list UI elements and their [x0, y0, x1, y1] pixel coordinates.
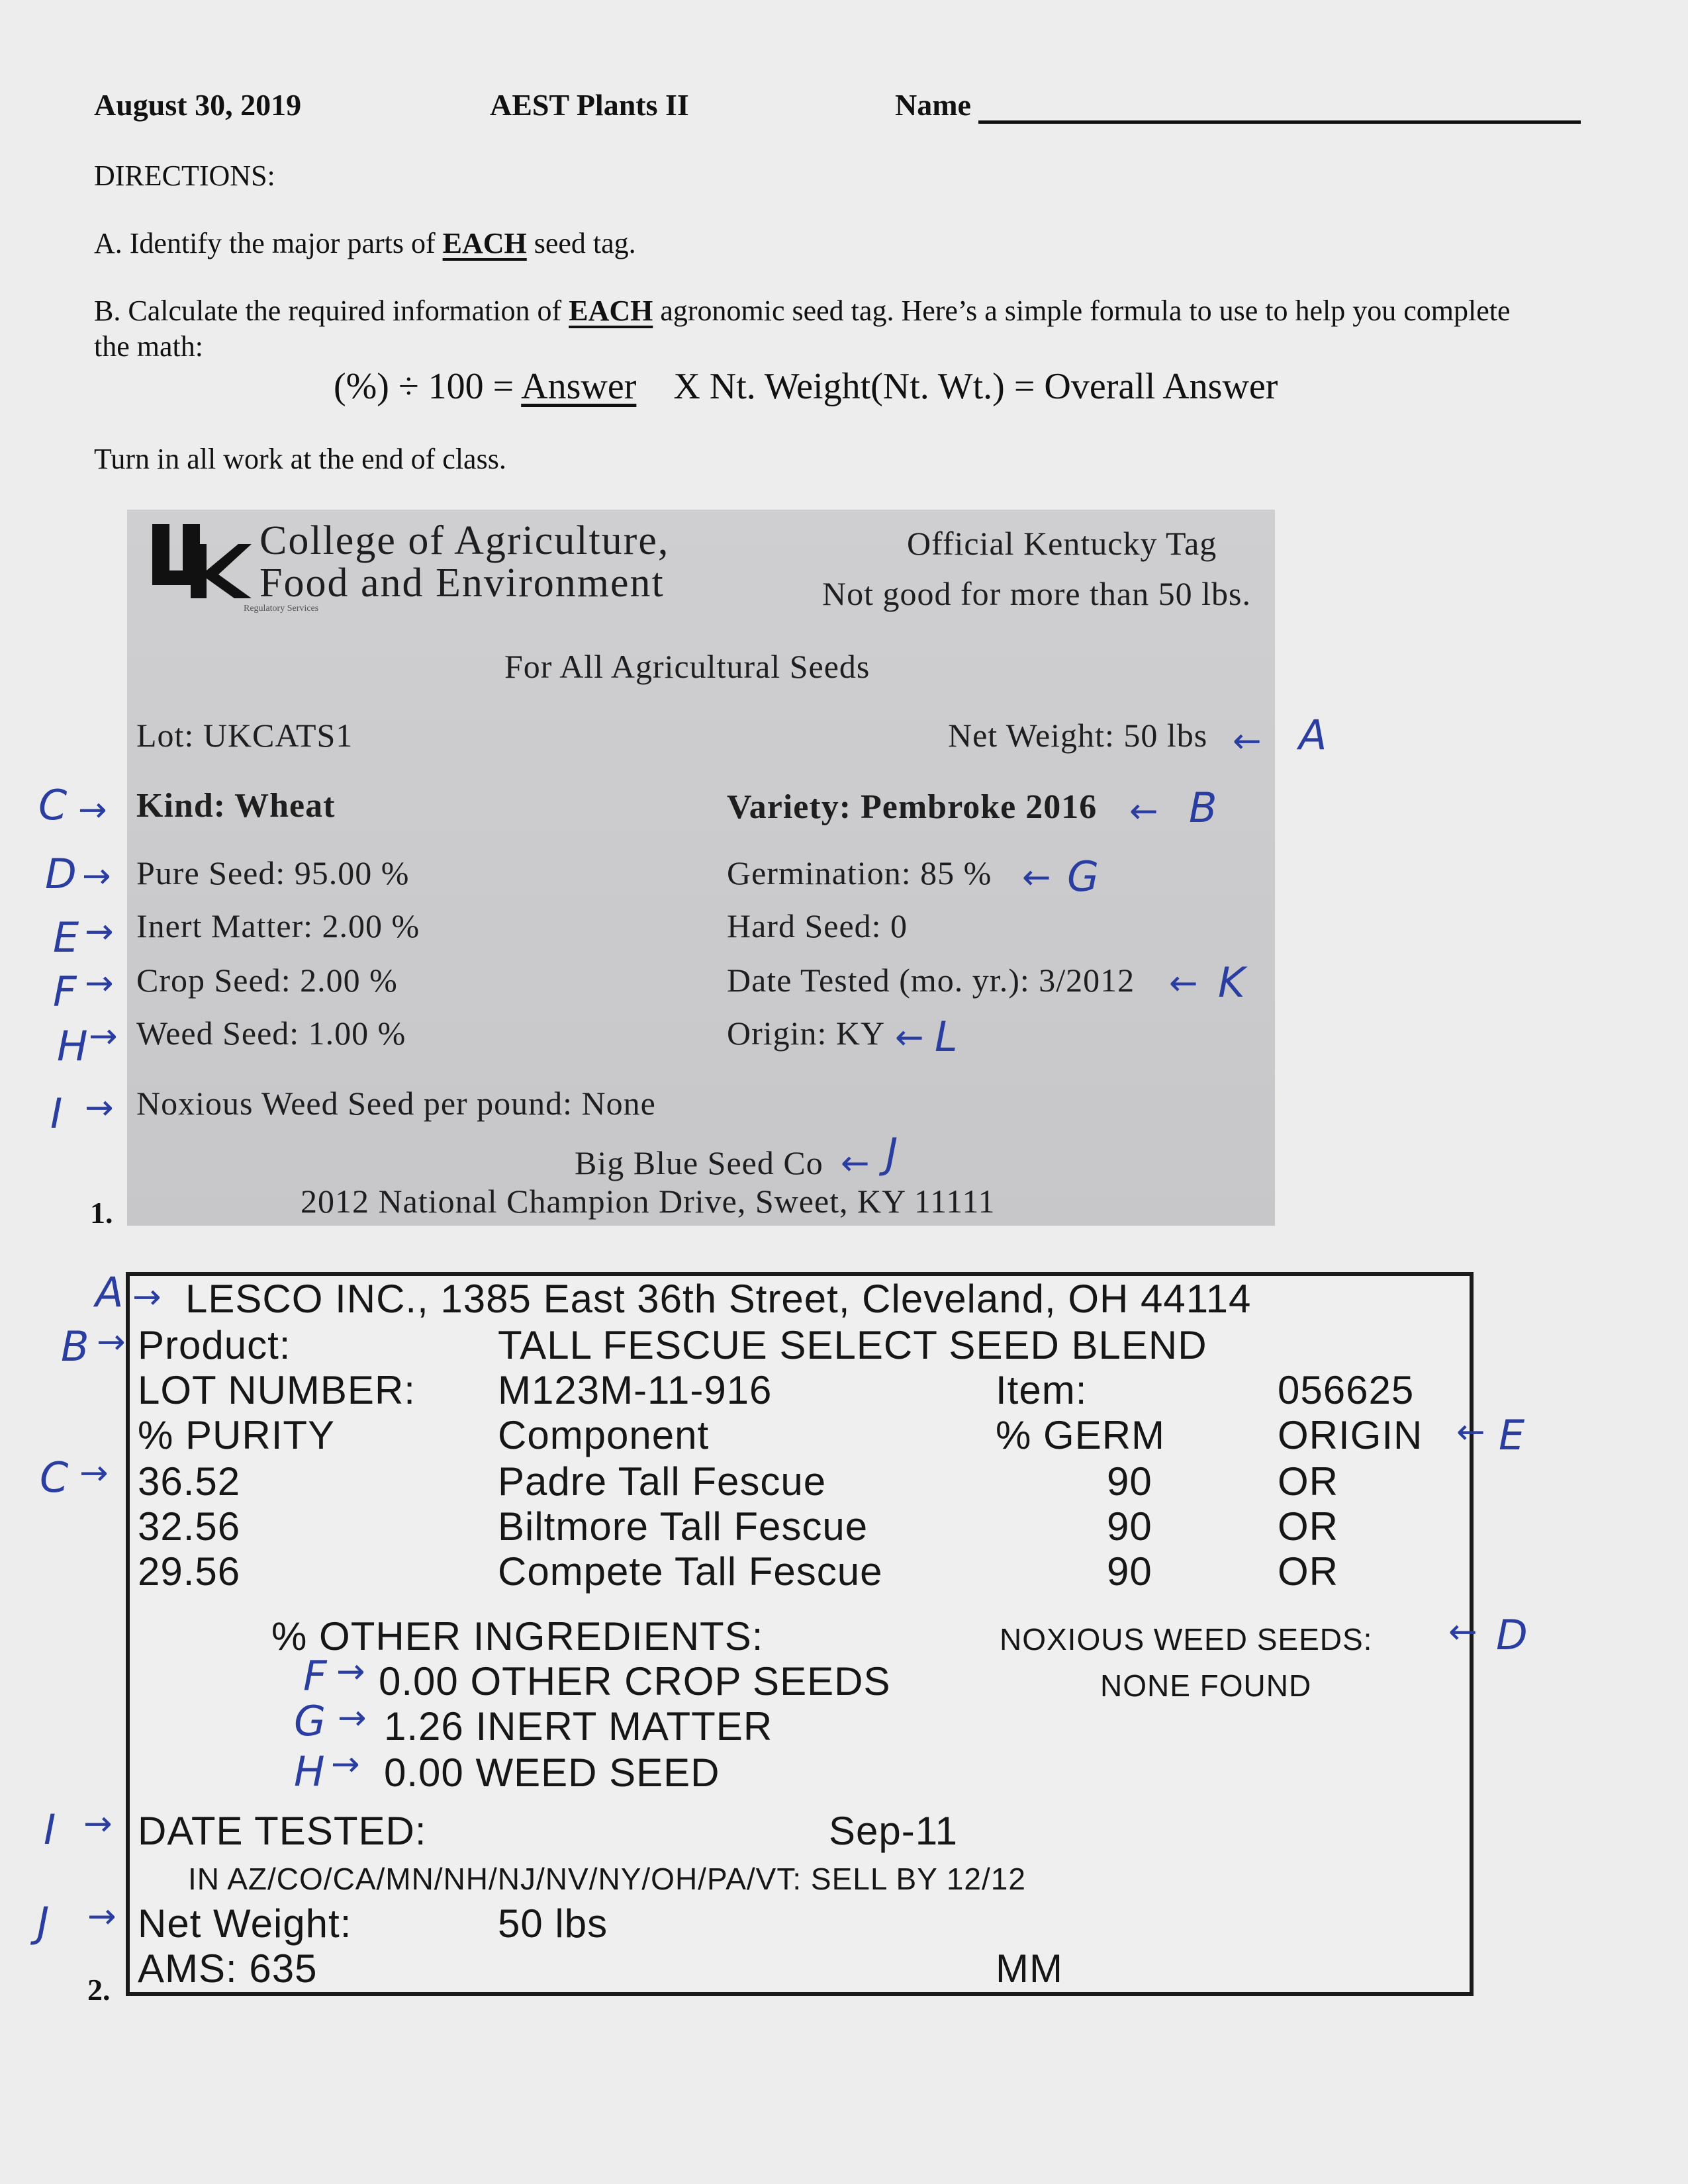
- ams: AMS: 635: [138, 1946, 318, 1991]
- date-tested: Date Tested (mo. yr.): 3/2012: [727, 962, 1135, 999]
- official-tag: Official Kentucky Tag: [907, 525, 1217, 562]
- annotation-arrow: ←: [1233, 721, 1262, 761]
- annotation-2b: B: [61, 1322, 89, 1371]
- company-address: LESCO INC., 1385 East 36th Street, Cleveland, OH 44114: [185, 1277, 1252, 1321]
- uk-logo: [152, 524, 252, 598]
- annotation-arrow: →: [85, 964, 114, 1003]
- origin: Origin: KY: [727, 1015, 886, 1052]
- net-weight-label-2: Net Weight:: [138, 1901, 352, 1946]
- inert-matter-2: 1.26 INERT MATTER: [384, 1704, 773, 1749]
- noxious-weed: Noxious Weed Seed per pound: None: [136, 1085, 656, 1122]
- annotation-arrow: →: [132, 1277, 162, 1317]
- seed-tag-1: [127, 510, 1275, 1226]
- for-all-seeds: For All Agricultural Seeds: [504, 648, 870, 685]
- lot: Lot: UKCATS1: [136, 717, 353, 754]
- other-crop-seeds: 0.00 OTHER CROP SEEDS: [379, 1659, 891, 1704]
- college-line-1: College of Agriculture,: [259, 518, 670, 563]
- direction-b: B. Calculate the required information of EACH agronomic seed tag. Here’s a simple formula to use to help you complete: [94, 295, 1511, 327]
- annotation-arrow: ←: [1129, 792, 1158, 831]
- name-line[interactable]: [978, 120, 1581, 124]
- annotation-2a: A: [95, 1268, 124, 1316]
- variety: Variety: Pembroke 2016: [727, 788, 1098, 826]
- header-course: AEST Plants II: [490, 88, 689, 122]
- annotation-2f: F: [303, 1652, 327, 1700]
- college-line-2: Food and Environment: [259, 561, 665, 606]
- annotation-arrow: ←: [1456, 1412, 1485, 1452]
- header-date: August 30, 2019: [94, 88, 302, 122]
- annotation-f: F: [53, 968, 77, 1016]
- turn-in-note: Turn in all work at the end of class.: [94, 443, 506, 475]
- row-1-origin: OR: [1278, 1459, 1338, 1504]
- annotation-l: L: [935, 1013, 958, 1061]
- row-3-component: Compete Tall Fescue: [498, 1549, 883, 1594]
- pure-seed: Pure Seed: 95.00 %: [136, 854, 410, 891]
- annotation-arrow: →: [331, 1745, 360, 1784]
- annotation-arrow: →: [87, 1897, 117, 1936]
- weed-seed-2: 0.00 WEED SEED: [384, 1751, 720, 1795]
- annotation-j: J: [886, 1129, 898, 1177]
- row-2-germ: 90: [1107, 1504, 1152, 1549]
- annotation-arrow: →: [82, 856, 111, 896]
- annotation-g: G: [1067, 852, 1100, 901]
- other-ingredients: % OTHER INGREDIENTS:: [271, 1614, 764, 1659]
- row-1-germ: 90: [1107, 1459, 1152, 1504]
- col-purity: % PURITY: [138, 1413, 336, 1457]
- row-3-purity: 29.56: [138, 1549, 241, 1594]
- hard-seed: Hard Seed: 0: [727, 907, 908, 944]
- annotation-arrow: →: [89, 1017, 118, 1056]
- weight-limit: Not good for more than 50 lbs.: [822, 575, 1251, 612]
- germination: Germination: 85 %: [727, 854, 992, 891]
- tag-2-number: 2.: [87, 1973, 111, 2007]
- annotation-k: K: [1218, 958, 1245, 1007]
- lot-number-label: LOT NUMBER:: [138, 1368, 416, 1412]
- crop-seed: Crop Seed: 2.00 %: [136, 962, 398, 999]
- directions-title: DIRECTIONS:: [94, 159, 275, 192]
- annotation-2d: D: [1496, 1611, 1528, 1659]
- row-3-origin: OR: [1278, 1549, 1338, 1594]
- annotation-a: A: [1299, 711, 1327, 759]
- direction-b-line2: the math:: [94, 330, 203, 363]
- row-1-component: Padre Tall Fescue: [498, 1459, 827, 1504]
- product-label: Product:: [138, 1323, 291, 1367]
- annotation-c: C: [38, 781, 68, 829]
- annotation-i: I: [50, 1089, 63, 1138]
- annotation-e: E: [53, 913, 79, 962]
- annotation-arrow: ←: [841, 1144, 870, 1183]
- annotation-arrow: →: [83, 1804, 113, 1844]
- lot-number-value: M123M-11-916: [498, 1368, 773, 1412]
- annotation-arrow: →: [336, 1652, 365, 1692]
- formula: (%) ÷ 100 = Answer X Nt. Weight(Nt. Wt.) = Overall Answer: [334, 366, 1278, 407]
- seed-tag-2: [126, 1272, 1474, 1996]
- annotation-arrow: →: [79, 1453, 109, 1493]
- annotation-2j: J: [37, 1898, 50, 1946]
- col-origin: ORIGIN: [1278, 1413, 1423, 1457]
- row-2-origin: OR: [1278, 1504, 1338, 1549]
- direction-a: A. Identify the major parts of EACH seed tag.: [94, 227, 636, 259]
- col-germ: % GERM: [996, 1413, 1166, 1457]
- annotation-arrow: ←: [1448, 1612, 1477, 1652]
- address: 2012 National Champion Drive, Sweet, KY 11111: [301, 1183, 996, 1220]
- annotation-arrow: ←: [1022, 858, 1051, 897]
- row-3-germ: 90: [1107, 1549, 1152, 1594]
- item-value: 056625: [1278, 1368, 1415, 1412]
- name-label: Name: [895, 88, 971, 122]
- inert-matter: Inert Matter: 2.00 %: [136, 907, 420, 944]
- annotation-arrow: ←: [1169, 964, 1198, 1003]
- company: Big Blue Seed Co: [575, 1144, 823, 1181]
- noxious-value: NONE FOUND: [1100, 1668, 1312, 1703]
- annotation-2i: I: [44, 1805, 56, 1854]
- regulatory-services: Regulatory Services: [244, 604, 319, 614]
- annotation-arrow: →: [338, 1698, 367, 1738]
- annotation-arrow: →: [85, 1088, 114, 1128]
- noxious-label: NOXIOUS WEED SEEDS:: [1000, 1622, 1373, 1657]
- row-2-component: Biltmore Tall Fescue: [498, 1504, 868, 1549]
- date-tested-value: Sep-11: [829, 1809, 959, 1853]
- weed-seed: Weed Seed: 1.00 %: [136, 1015, 406, 1052]
- col-component: Component: [498, 1413, 710, 1457]
- sell-by: IN AZ/CO/CA/MN/NH/NJ/NV/NY/OH/PA/VT: SELL BY 12/12: [188, 1862, 1026, 1896]
- net-weight: Net Weight: 50 lbs: [948, 717, 1208, 754]
- product-value: TALL FESCUE SELECT SEED BLEND: [498, 1323, 1207, 1367]
- annotation-2g: G: [294, 1697, 326, 1745]
- item-label: Item:: [996, 1368, 1088, 1412]
- annotation-arrow: ←: [895, 1018, 924, 1058]
- kind: Kind: Wheat: [136, 787, 336, 825]
- annotation-h: H: [57, 1022, 88, 1070]
- annotation-b: B: [1189, 784, 1217, 832]
- annotation-arrow: →: [97, 1322, 126, 1362]
- annotation-arrow: →: [78, 790, 107, 830]
- mm: MM: [996, 1946, 1063, 1991]
- net-weight-value-2: 50 lbs: [498, 1901, 608, 1946]
- annotation-2c: C: [40, 1453, 69, 1502]
- annotation-2h: H: [294, 1747, 325, 1796]
- row-1-purity: 36.52: [138, 1459, 241, 1504]
- annotation-d: D: [45, 850, 77, 898]
- date-tested-label: DATE TESTED:: [138, 1809, 427, 1853]
- annotation-2e: E: [1499, 1411, 1525, 1459]
- tag-1-number: 1.: [90, 1196, 113, 1230]
- row-2-purity: 32.56: [138, 1504, 241, 1549]
- annotation-arrow: →: [85, 912, 114, 952]
